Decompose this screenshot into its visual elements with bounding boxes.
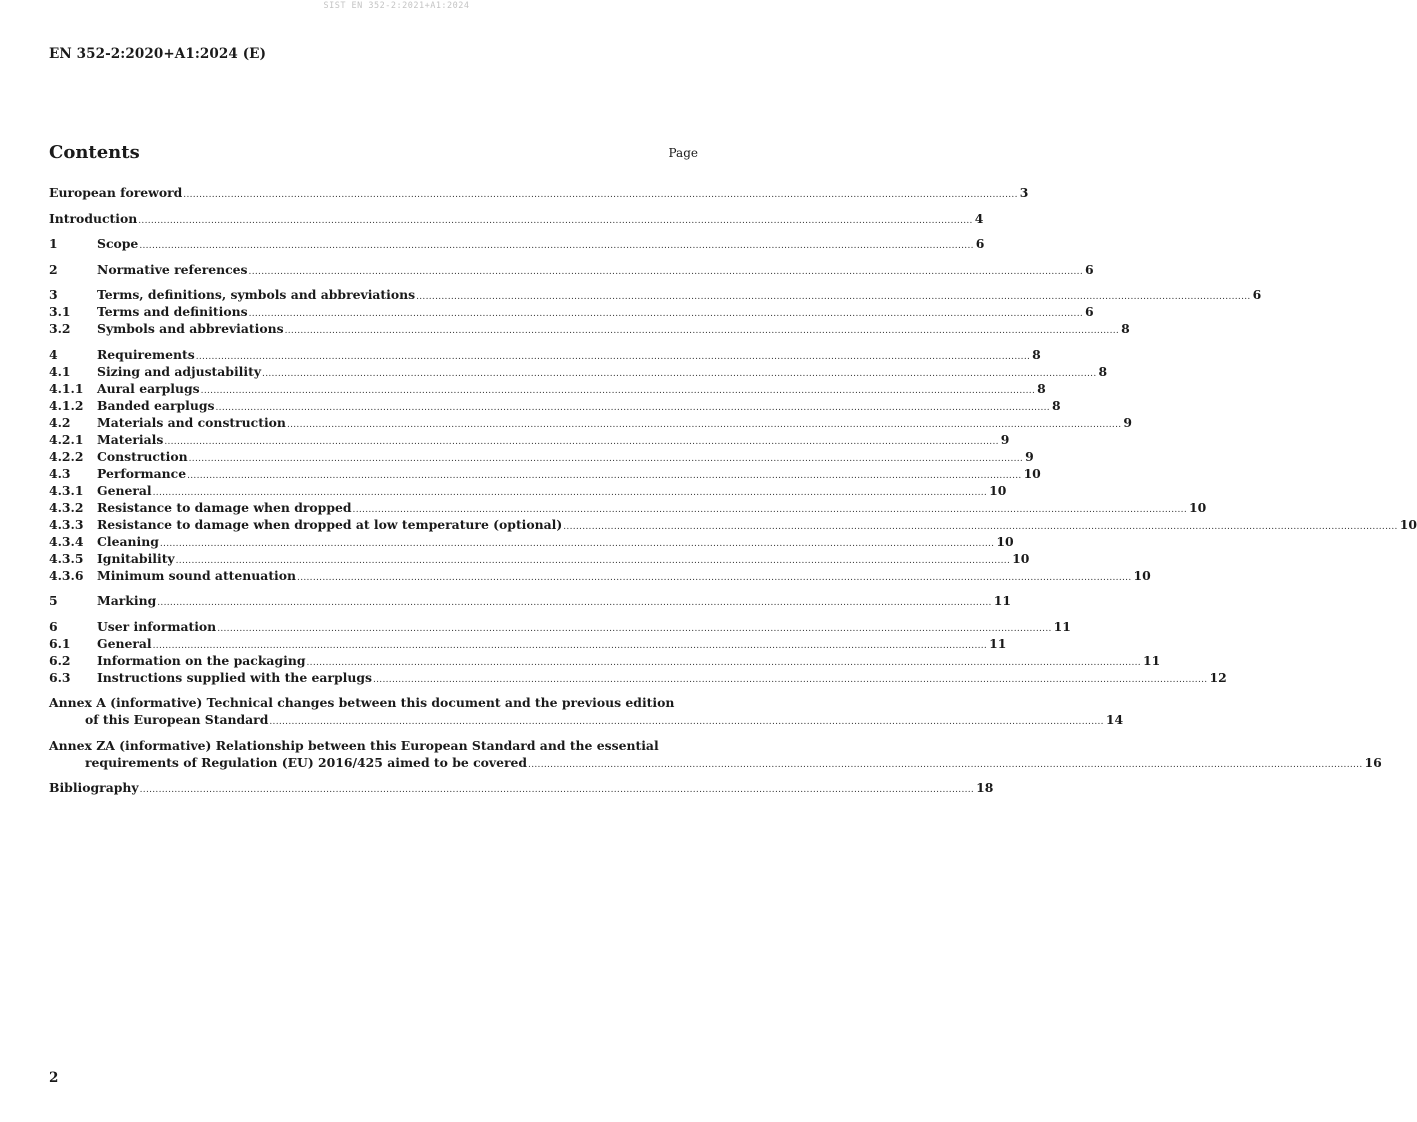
toc-entry-page: 10: [1399, 516, 1417, 532]
toc-entry-title: Ignitability: [97, 550, 175, 566]
toc-entry-6-1[interactable]: [49, 635, 1007, 652]
toc-entry-title: Minimum sound attenuation: [97, 567, 297, 583]
toc-entry-page: 6: [1085, 261, 1094, 277]
toc-entry-title: General: [97, 635, 152, 651]
toc-entry-page: 8: [1032, 346, 1041, 362]
toc-entry-page: 9: [1000, 431, 1010, 447]
toc-entry-page: 4: [974, 210, 984, 226]
toc-dot-leader: [249, 264, 1083, 281]
toc-group-6: [49, 618, 1227, 686]
toc-entry-title: of this European Standard: [85, 712, 269, 727]
toc-entry-page: 11: [1053, 618, 1071, 634]
toc-entry-title: Requirements: [97, 346, 195, 362]
toc-dot-leader: [140, 782, 974, 799]
toc-entry-page: 8: [1121, 321, 1130, 336]
toc-group-foreword: [49, 184, 1029, 201]
toc-entry-4-2-2[interactable]: [49, 448, 1034, 465]
toc-dot-leader: [157, 595, 991, 612]
toc-entry-4-2[interactable]: [49, 414, 1133, 431]
toc-entry-page: 6: [1252, 287, 1262, 302]
toc-entry-title: Banded earplugs: [97, 397, 215, 413]
toc-dot-leader: [262, 366, 1096, 383]
toc-entry-title: Construction: [97, 448, 188, 464]
toc-entry-page: 3: [1019, 185, 1029, 200]
toc-entry-annex-a-line1[interactable]: Annex A (informative) Technical changes between this document and the previous edition: [49, 695, 675, 710]
toc-entry-title: Resistance to damage when dropped at low temperature (optional): [97, 516, 563, 532]
toc-entry-page: 9: [1025, 448, 1034, 464]
toc-entry-annex-a[interactable]: [49, 711, 1124, 728]
document-id-header: EN 352-2:2020+A1:2024 (E): [49, 46, 267, 62]
toc-entry-number: 4.1: [49, 363, 71, 379]
toc-entry-page: 10: [996, 533, 1014, 549]
toc-entry-4-1-1[interactable]: [49, 380, 1046, 397]
toc-entry-4-3-5[interactable]: [49, 550, 1030, 567]
toc-entry-number: 4.3.2: [49, 499, 84, 515]
toc-entry-title: European foreword: [49, 185, 183, 200]
toc-dot-leader: [196, 349, 1030, 366]
toc-dot-leader: [201, 383, 1035, 400]
toc-entry-title: Performance: [97, 465, 187, 481]
toc-group-3: [49, 286, 1262, 337]
contents-title: Contents: [49, 142, 140, 163]
toc-entry-title: Bibliography: [49, 780, 139, 795]
toc-entry-page: 14: [1105, 712, 1124, 727]
toc-entry-page: 10: [1023, 465, 1041, 481]
toc-dot-leader: [249, 306, 1083, 323]
toc-entry-page: 11: [989, 635, 1007, 651]
toc-entry-title: Scope: [97, 236, 139, 251]
toc-entry-2[interactable]: [49, 261, 1094, 278]
toc-entry-number: 1: [49, 236, 58, 251]
toc-entry-introduction[interactable]: [49, 210, 984, 227]
toc-dot-leader: [164, 434, 998, 451]
toc-entry-page: 9: [1123, 414, 1133, 430]
toc-entry-page: 10: [1133, 567, 1151, 583]
toc-dot-leader: [563, 519, 1397, 536]
toc-entry-annex-za[interactable]: [49, 754, 1382, 771]
toc-entry-number: 4.1.2: [49, 397, 84, 413]
toc-entry-european-foreword[interactable]: [49, 184, 1029, 201]
toc-entry-number: 4.2: [49, 414, 71, 430]
toc-entry-4-3-6[interactable]: [49, 567, 1151, 584]
toc-dot-leader: [138, 213, 972, 230]
toc-entry-number: 4.3.1: [49, 482, 84, 498]
toc-entry-number: 4.3.5: [49, 550, 84, 566]
toc-entry-page: 11: [1142, 652, 1161, 668]
toc-dot-leader: [416, 289, 1250, 306]
toc-entry-number: 4.3.4: [49, 533, 84, 549]
toc-entry-page: 8: [1051, 397, 1061, 413]
toc-entry-4-3-1[interactable]: [49, 482, 1007, 499]
toc-group-1: [49, 235, 985, 252]
toc-entry-1[interactable]: [49, 235, 985, 252]
toc-dot-leader: [216, 400, 1050, 417]
toc-entry-number: 2: [49, 261, 58, 277]
toc-entry-number: 4.2.2: [49, 448, 84, 464]
toc-entry-number: 3.2: [49, 321, 71, 336]
toc-dot-leader: [269, 714, 1103, 731]
toc-entry-page: 11: [993, 593, 1011, 608]
toc-entry-number: 6: [49, 618, 58, 634]
toc-entry-number: 4.3.3: [49, 516, 84, 532]
toc-entry-4-3-3[interactable]: [49, 516, 1417, 533]
toc-dot-leader: [307, 655, 1141, 672]
toc-entry-page: 6: [975, 236, 985, 251]
toc-entry-title: Terms, definitions, symbols and abbreviations: [97, 287, 416, 302]
toc-entry-4-1-2[interactable]: [49, 397, 1061, 414]
toc-entry-4-3-4[interactable]: [49, 533, 1014, 550]
toc-group-annex-a: [49, 694, 1124, 728]
toc-group-4: [49, 346, 1417, 584]
toc-entry-4[interactable]: [49, 346, 1041, 363]
toc-entry-number: 6.1: [49, 635, 71, 651]
toc-entry-title: General: [97, 482, 152, 498]
toc-entry-3[interactable]: [49, 286, 1262, 303]
toc-entry-title: User information: [97, 618, 217, 634]
toc-group-annex-za: [49, 737, 1382, 771]
toc-entry-number: 4.1.1: [49, 380, 84, 396]
toc-entry-number: 4.2.1: [49, 431, 84, 447]
toc-entry-number: 5: [49, 593, 58, 608]
toc-entry-title: Introduction: [49, 210, 138, 226]
toc-entry-page: 16: [1364, 754, 1382, 770]
toc-entry-6-3[interactable]: [49, 669, 1227, 686]
toc-entry-page: 8: [1098, 363, 1108, 379]
footer-page-number: 2: [49, 1070, 59, 1086]
toc-dot-leader: [287, 417, 1121, 434]
toc-entry-number: 4.3.6: [49, 567, 84, 583]
toc-entry-number: 6.2: [49, 652, 71, 668]
toc-entry-page: 10: [1189, 499, 1207, 515]
toc-dot-leader: [187, 468, 1021, 485]
toc-group-introduction: [49, 210, 984, 227]
toc-group-bibliography: [49, 779, 994, 796]
toc-entry-title: Cleaning: [97, 533, 159, 549]
toc-entry-title: Symbols and abbreviations: [97, 321, 284, 336]
toc-entry-4-2-1[interactable]: [49, 431, 1010, 448]
toc-entry-title: Normative references: [97, 261, 248, 277]
toc-dot-leader: [189, 451, 1023, 468]
toc-group-5: [49, 592, 1011, 609]
toc-entry-3-2[interactable]: [49, 320, 1130, 337]
toc-entry-4-3[interactable]: [49, 465, 1041, 482]
toc-entry-6-2[interactable]: [49, 652, 1161, 669]
toc-entry-title: Marking: [97, 593, 157, 608]
page-column-label: Page: [668, 146, 698, 160]
toc-entry-number: 6.3: [49, 669, 71, 685]
toc-entry-number: 3: [49, 287, 58, 302]
toc-entry-bibliography[interactable]: [49, 779, 994, 796]
toc-entry-3-1[interactable]: [49, 303, 1094, 320]
toc-entry-page: 12: [1209, 669, 1227, 685]
toc-entry-number: 4.3: [49, 465, 71, 481]
toc-dot-leader: [285, 323, 1119, 340]
toc-dot-leader: [139, 238, 973, 255]
watermark: SIST EN 352-2:2021+A1:2024: [323, 1, 470, 11]
toc-dot-leader: [297, 570, 1131, 587]
toc-entry-title: Resistance to damage when dropped: [97, 499, 352, 515]
toc-dot-leader: [373, 672, 1207, 689]
toc-entry-title: Materials and construction: [97, 414, 286, 430]
toc-dot-leader: [176, 553, 1010, 570]
toc-entry-4-3-2[interactable]: [49, 499, 1207, 516]
toc-entry-number: 3.1: [49, 304, 71, 319]
toc-entry-page: 8: [1037, 380, 1046, 396]
toc-entry-title: Aural earplugs: [97, 380, 200, 396]
toc-entry-number: 4: [49, 346, 58, 362]
toc-dot-leader: [183, 187, 1017, 204]
toc-entry-title: Information on the packaging: [97, 652, 306, 668]
toc-entry-title: Sizing and adjustability: [97, 363, 262, 379]
toc-entry-page: 18: [976, 780, 994, 795]
toc-dot-leader: [217, 621, 1051, 638]
table-of-contents: [49, 184, 1417, 805]
toc-entry-page: 6: [1085, 304, 1094, 319]
toc-entry-page: 10: [989, 482, 1007, 498]
toc-entry-title: Materials: [97, 431, 164, 447]
toc-entry-title: Terms and definitions: [97, 304, 248, 319]
toc-entry-title: requirements of Regulation (EU) 2016/425 aimed to be covered: [85, 754, 528, 770]
toc-entry-4-1[interactable]: [49, 363, 1108, 380]
toc-entry-title: Instructions supplied with the earplugs: [97, 669, 372, 685]
toc-dot-leader: [528, 757, 1362, 774]
toc-dot-leader: [160, 536, 994, 553]
toc-group-2: [49, 261, 1094, 278]
toc-entry-page: 10: [1012, 550, 1030, 566]
toc-entry-6[interactable]: [49, 618, 1071, 635]
toc-entry-5[interactable]: [49, 592, 1011, 609]
toc-entry-annex-za-line1[interactable]: Annex ZA (informative) Relationship between this European Standard and the essential: [49, 737, 659, 753]
